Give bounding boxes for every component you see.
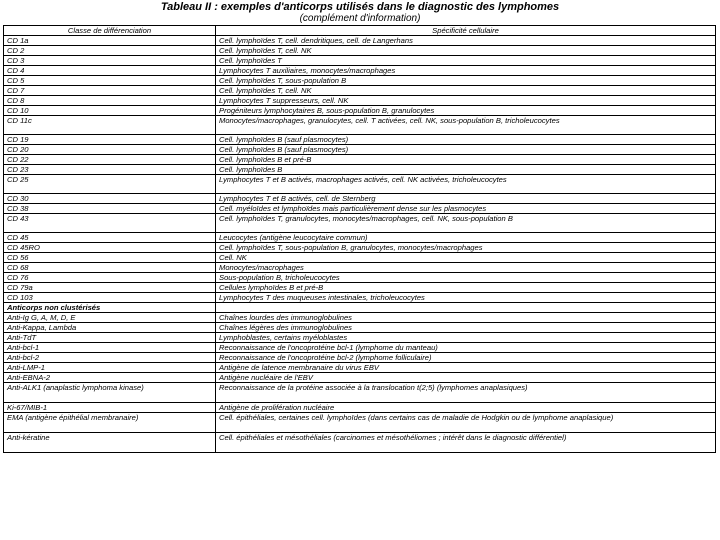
cell-classe: CD 2 (4, 46, 216, 56)
cell-specificite: Chaînes lourdes des immunoglobulines (216, 313, 716, 323)
cell-specificite: Monocytes/macrophages, granulocytes, cell. T activées, cell. NK, sous-population B, tricholeucocytes (216, 116, 716, 135)
cell-specificite: Antigène de prolifération nucléaire (216, 403, 716, 413)
cell-classe: CD 25 (4, 175, 216, 194)
cell-classe: CD 76 (4, 273, 216, 283)
table-row (4, 194, 716, 204)
table-row (4, 353, 716, 363)
table-row (4, 155, 716, 165)
table-row (4, 343, 716, 353)
cell-specificite: Lymphocytes T auxiliaires, monocytes/macrophages (216, 66, 716, 76)
table-row (4, 283, 716, 293)
cell-classe: EMA (antigène épithélial membranaire) (4, 413, 216, 433)
table-row (4, 433, 716, 453)
table-row (4, 273, 716, 283)
table-row (4, 66, 716, 76)
section-body (4, 303, 716, 313)
cell-specificite: Reconnaissance de la protéine associée à la translocation t(2;5) (lymphomes anaplasiques) (216, 383, 716, 403)
table-row (4, 403, 716, 413)
cell-classe: Ki-67/MIB-1 (4, 403, 216, 413)
antibody-table-body (4, 313, 716, 453)
cell-specificite: Cell. lymphoïdes T, cell. dendritiques, cell. de Langerhans (216, 36, 716, 46)
table-row (4, 333, 716, 343)
cell-specificite: Progéniteurs lymphocytaires B, sous-population B, granulocytes (216, 106, 716, 116)
cell-specificite: Cell. épithéliales, certaines cell. lymphoïdes (dans certains cas de maladie de Hodgkin ou de lymphome anaplasique) (216, 413, 716, 433)
cell-specificite: Cell. lymphoïdes B (216, 165, 716, 175)
cell-classe: CD 103 (4, 293, 216, 303)
cell-specificite: Cell. lymphoïdes T, cell. NK (216, 46, 716, 56)
cell-specificite: Lymphoblastes, certains myéloblastes (216, 333, 716, 343)
cell-classe: CD 10 (4, 106, 216, 116)
cell-classe: Anti-TdT (4, 333, 216, 343)
cell-classe: CD 8 (4, 96, 216, 106)
cell-specificite: Lymphocytes T des muqueuses intestinales, tricholeucocytes (216, 293, 716, 303)
cell-specificite: Reconnaissance de l'oncoprotéine bcl-1 (lymphome du manteau) (216, 343, 716, 353)
cell-classe: CD 43 (4, 214, 216, 233)
cell-specificite: Leucocytes (antigène leucocytaire commun) (216, 233, 716, 243)
cell-classe: CD 45RO (4, 243, 216, 253)
cell-classe: CD 1a (4, 36, 216, 46)
table-row (4, 96, 716, 106)
cell-specificite: Chaînes légères des immunoglobulines (216, 323, 716, 333)
antibody-table (3, 25, 716, 453)
cell-specificite: Antigène nucléaire de l'EBV (216, 373, 716, 383)
table-row (4, 383, 716, 403)
cell-classe: CD 5 (4, 76, 216, 86)
table-row (4, 106, 716, 116)
cell-classe: Anti-bcl-1 (4, 343, 216, 353)
table-row (4, 413, 716, 433)
table-row (4, 313, 716, 323)
cell-specificite: Cell. lymphoïdes T, sous-population B, granulocytes, monocytes/macrophages (216, 243, 716, 253)
cell-classe: Anti-bcl-2 (4, 353, 216, 363)
cd-table-body (4, 36, 716, 303)
table-row (4, 165, 716, 175)
cell-classe: Anti-Kappa, Lambda (4, 323, 216, 333)
cell-specificite: Reconnaissance de l'oncoprotéine bcl-2 (lymphome folliculaire) (216, 353, 716, 363)
cell-classe: CD 23 (4, 165, 216, 175)
cell-classe: CD 7 (4, 86, 216, 96)
cell-classe: Anti-kératine (4, 433, 216, 453)
cell-specificite: Cell. lymphoïdes B (sauf plasmocytes) (216, 145, 716, 155)
cell-classe: CD 20 (4, 145, 216, 155)
table-row (4, 56, 716, 66)
cell-specificite: Cell. lymphoïdes T, sous-population B (216, 76, 716, 86)
table-row (4, 36, 716, 46)
section-empty-cell (216, 303, 716, 313)
table-row (4, 253, 716, 263)
cell-specificite: Lymphocytes T et B activés, macrophages activés, cell. NK activées, tricholeucocytes (216, 175, 716, 194)
table-row (4, 363, 716, 373)
cell-specificite: Lymphocytes T suppresseurs, cell. NK (216, 96, 716, 106)
table-row (4, 46, 716, 56)
table-subtitle: (complément d'information) (299, 13, 421, 24)
cell-specificite: Cell. lymphoïdes T, granulocytes, monocytes/macrophages, cell. NK, sous-population B (216, 214, 716, 233)
cell-classe: CD 56 (4, 253, 216, 263)
cell-specificite: Cell. lymphoïdes T, cell. NK (216, 86, 716, 96)
cell-classe: CD 45 (4, 233, 216, 243)
cell-classe: Anti-ALK1 (anaplastic lymphoma kinase) (4, 383, 216, 403)
header-classe: Classe de différenciation (4, 26, 216, 36)
cell-specificite: Cell. NK (216, 253, 716, 263)
table-row (4, 323, 716, 333)
cell-classe: Anti-LMP-1 (4, 363, 216, 373)
table-row (4, 243, 716, 253)
cell-specificite: Cellules lymphoïdes B et pré-B (216, 283, 716, 293)
cell-specificite: Cell. myéloïdes et lymphoïdes mais particulièrement dense sur les plasmocytes (216, 204, 716, 214)
table-row (4, 135, 716, 145)
cell-classe: CD 3 (4, 56, 216, 66)
cell-classe: CD 4 (4, 66, 216, 76)
cell-classe: CD 11c (4, 116, 216, 135)
header-specificite: Spécificité cellulaire (216, 26, 716, 36)
table-row (4, 204, 716, 214)
cell-classe: CD 79a (4, 283, 216, 293)
cell-classe: CD 22 (4, 155, 216, 165)
table-row (4, 175, 716, 194)
table-row (4, 233, 716, 243)
cell-specificite: Lymphocytes T et B activés, cell. de Sternberg (216, 194, 716, 204)
table-title: Tableau II : exemples d'anticorps utilisés dans le diagnostic des lymphomes (160, 1, 560, 13)
cell-specificite: Antigène de latence membranaire du virus EBV (216, 363, 716, 373)
table-row (4, 263, 716, 273)
section-label: Anticorps non clustérisés (4, 303, 216, 313)
cell-classe: CD 19 (4, 135, 216, 145)
table-row (4, 76, 716, 86)
cell-specificite: Sous-population B, tricholeucocytes (216, 273, 716, 283)
cell-specificite: Cell. lymphoïdes T (216, 56, 716, 66)
section-row (4, 303, 716, 313)
cell-classe: Anti-EBNA-2 (4, 373, 216, 383)
cell-classe: Anti-Ig G, A, M, D, E (4, 313, 216, 323)
table-row (4, 145, 716, 155)
cell-specificite: Monocytes/macrophages (216, 263, 716, 273)
table-row (4, 86, 716, 96)
cell-specificite: Cell. lymphoïdes B (sauf plasmocytes) (216, 135, 716, 145)
table-row (4, 116, 716, 135)
cell-classe: CD 30 (4, 194, 216, 204)
cell-classe: CD 68 (4, 263, 216, 273)
table-row (4, 214, 716, 233)
cell-classe: CD 38 (4, 204, 216, 214)
table-row (4, 373, 716, 383)
cell-specificite: Cell. épithéliales et mésothéliales (carcinomes et mésothéliomes ; intérêt dans le diagnostic différentiel) (216, 433, 716, 453)
cell-specificite: Cell. lymphoïdes B et pré-B (216, 155, 716, 165)
table-row (4, 293, 716, 303)
